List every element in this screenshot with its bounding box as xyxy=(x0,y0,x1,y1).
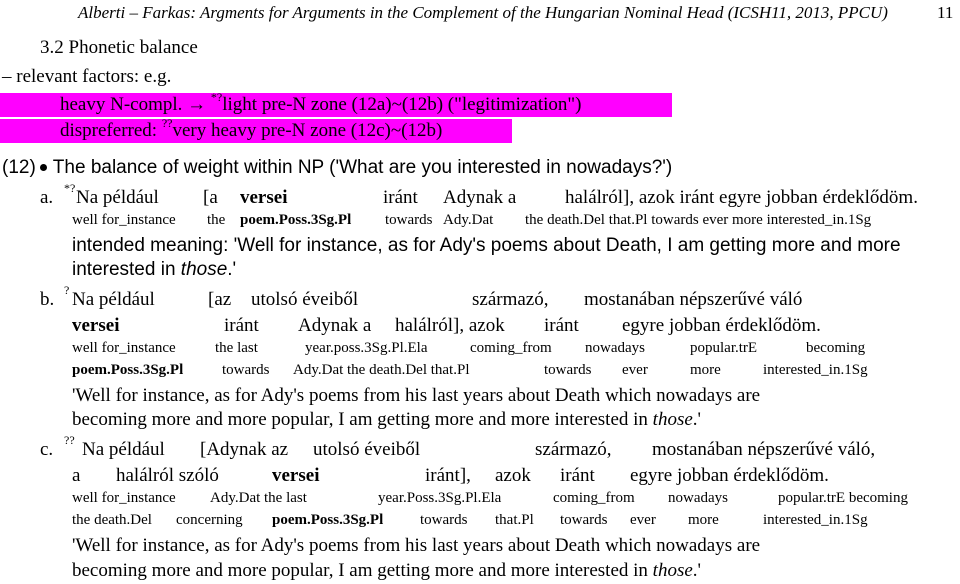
example-c-l2-6: iránt xyxy=(560,465,595,486)
heavy-ncompl-text: light pre-N zone (12a)~(12b) ("legitimization") xyxy=(222,94,582,115)
example-a-meaning-1: intended meaning: 'Well for instance, as for Ady's poems about Death, I am getting more and more xyxy=(72,235,901,256)
running-title: Alberti – Farkas: Argments for Arguments in the Complement of the Hungarian Nominal Head (ICSH11, 2013, PPCU) xyxy=(78,3,888,22)
example-a-word-3: versei xyxy=(240,187,288,208)
example-b-g1-5: nowadays xyxy=(585,340,645,356)
example-c-g2-6: towards xyxy=(560,512,608,528)
example-b-l1-2: [az xyxy=(208,289,232,310)
example-b-translation-2: becoming more and more popular, I am getting more and more interested in those.' xyxy=(72,409,701,430)
example-a-gloss-1: well for_instance xyxy=(72,212,176,228)
example-b-g2-6: more xyxy=(690,362,721,378)
example-b-label: b. xyxy=(40,289,55,310)
example-c-g2-4: towards xyxy=(420,512,468,528)
example-b-l1-5: mostanában népszerűvé váló xyxy=(584,289,803,310)
example-c-l2-5: azok xyxy=(495,465,531,486)
example-a-sup: *? xyxy=(64,181,76,195)
example-c-l1-5: mostanában népszerűvé váló, xyxy=(652,439,876,460)
section-heading: 3.2 Phonetic balance xyxy=(40,37,198,58)
example-b-l1-1: Na például xyxy=(72,289,155,310)
example-a-word-6: halálról], azok iránt egyre jobban érdeklődöm. xyxy=(565,187,918,208)
example-b-l2-2: iránt xyxy=(224,315,259,336)
example-b-l2-3: Adynak a xyxy=(298,315,372,336)
dispreferred-line xyxy=(0,116,512,143)
example-c-g2-7: ever xyxy=(630,512,656,528)
example-b-g1-1: well for_instance xyxy=(72,340,176,356)
example-b-g1-2: the last xyxy=(215,340,258,356)
example-c-g2-9: interested_in.1Sg xyxy=(763,512,868,528)
example-b-l2-4: halálról], azok xyxy=(395,315,505,336)
example-c-l2-7: egyre jobban érdeklődöm. xyxy=(630,465,829,486)
example-number: (12) xyxy=(2,157,36,178)
example-b-g2-1: poem.Poss.3Sg.Pl xyxy=(72,362,184,378)
example-b-g2-4: towards xyxy=(544,362,592,378)
example-a-word-4: iránt xyxy=(383,187,418,208)
example-b-l2-5: iránt xyxy=(544,315,579,336)
factors-line: – relevant factors: e.g. xyxy=(2,66,172,87)
example-c-sup: ?? xyxy=(64,433,75,447)
example-c-g1-2: Ady.Dat the last xyxy=(210,490,307,506)
example-c-translation-italic: those xyxy=(652,560,693,581)
heavy-ncompl-line xyxy=(0,90,672,117)
example-c-g2-2: concerning xyxy=(176,512,243,528)
example-a-word-5: Adynak a xyxy=(443,187,517,208)
example-a-gloss-4: towards xyxy=(385,212,433,228)
example-c-label: c. xyxy=(40,439,54,460)
heavy-sup: *? xyxy=(210,90,223,104)
example-a-gloss-5: Ady.Dat xyxy=(443,212,494,228)
example-a-gloss-2: the xyxy=(207,212,226,228)
dispreferred-label: dispreferred: xyxy=(60,120,158,141)
example-a-gloss-3: poem.Poss.3Sg.Pl xyxy=(240,212,352,228)
example-c-l1-4: származó, xyxy=(535,439,612,460)
example-b-g1-4: coming_from xyxy=(470,340,552,356)
example-c-g1-3: year.Poss.3Sg.Pl.Ela xyxy=(378,490,502,506)
example-b-g1-3: year.poss.3Sg.Pl.Ela xyxy=(305,340,428,356)
example-a-meaning-italic: those xyxy=(180,259,228,280)
example-b-g2-5: ever xyxy=(622,362,648,378)
example-b-g2-2: towards xyxy=(222,362,270,378)
example-c-translation-1: 'Well for instance, as for Ady's poems from his last years about Death which nowadays are xyxy=(72,535,761,556)
example-a-gloss-6: the death.Del that.Pl towards ever more interested_in.1Sg xyxy=(525,212,872,228)
example-b-translation-italic: those xyxy=(652,409,693,430)
example-c-g1-5: nowadays xyxy=(668,490,728,506)
example-c-l1-2: [Adynak az xyxy=(200,439,289,460)
example-c-g2-8: more xyxy=(688,512,719,528)
example-a-word-2: [a xyxy=(203,187,218,208)
example-c-l1-1: Na például xyxy=(82,439,165,460)
example-title xyxy=(2,158,672,177)
example-c-g1-6: popular.trE becoming xyxy=(778,490,908,506)
example-c-translation-2: becoming more and more popular, I am getting more and more interested in those.' xyxy=(72,560,701,581)
example-c-l2-1: a xyxy=(72,465,81,486)
example-a-label: a. xyxy=(40,187,54,208)
example-c-g2-5: that.Pl xyxy=(495,512,534,528)
example-a-meaning-2: interested in those.' xyxy=(72,259,237,280)
dispreferred-text: very heavy pre-N zone (12c)~(12b) xyxy=(172,120,443,141)
running-header xyxy=(78,4,888,21)
example-c-g2-3: poem.Poss.3Sg.Pl xyxy=(272,512,384,528)
example-b-l1-4: származó, xyxy=(472,289,549,310)
example-c-g2-1: the death.Del xyxy=(72,512,152,528)
example-b-g2-7: interested_in.1Sg xyxy=(763,362,868,378)
example-c-l2-4: iránt], xyxy=(425,465,471,486)
example-b-l2-1: versei xyxy=(72,315,120,336)
heavy-ncompl-label: heavy N-compl. → xyxy=(60,94,207,115)
example-b-sup: ? xyxy=(64,283,70,297)
example-c-l2-3: versei xyxy=(272,465,320,486)
example-c-g1-1: well for_instance xyxy=(72,490,176,506)
example-a-word-1: Na például xyxy=(76,187,159,208)
example-c-l1-3: utolsó éveiből xyxy=(313,439,421,460)
example-b-g1-6: popular.trE xyxy=(690,340,758,356)
example-b-translation-1: 'Well for instance, as for Ady's poems from his last years about Death which nowadays are xyxy=(72,385,761,406)
example-b-g2-3: Ady.Dat the death.Del that.Pl xyxy=(293,362,470,378)
bullet-icon xyxy=(40,164,47,171)
example-b-g1-7: becoming xyxy=(806,340,866,356)
example-title-text: The balance of weight within NP ('What are you interested in nowadays?') xyxy=(52,157,673,178)
page-number: 11 xyxy=(937,3,954,22)
dispref-sup: ?? xyxy=(161,116,173,130)
example-c-g1-4: coming_from xyxy=(553,490,635,506)
example-c-l2-2: halálról szóló xyxy=(116,465,219,486)
example-b-l2-6: egyre jobban érdeklődöm. xyxy=(622,315,821,336)
example-b-l1-3: utolsó éveiből xyxy=(251,289,359,310)
